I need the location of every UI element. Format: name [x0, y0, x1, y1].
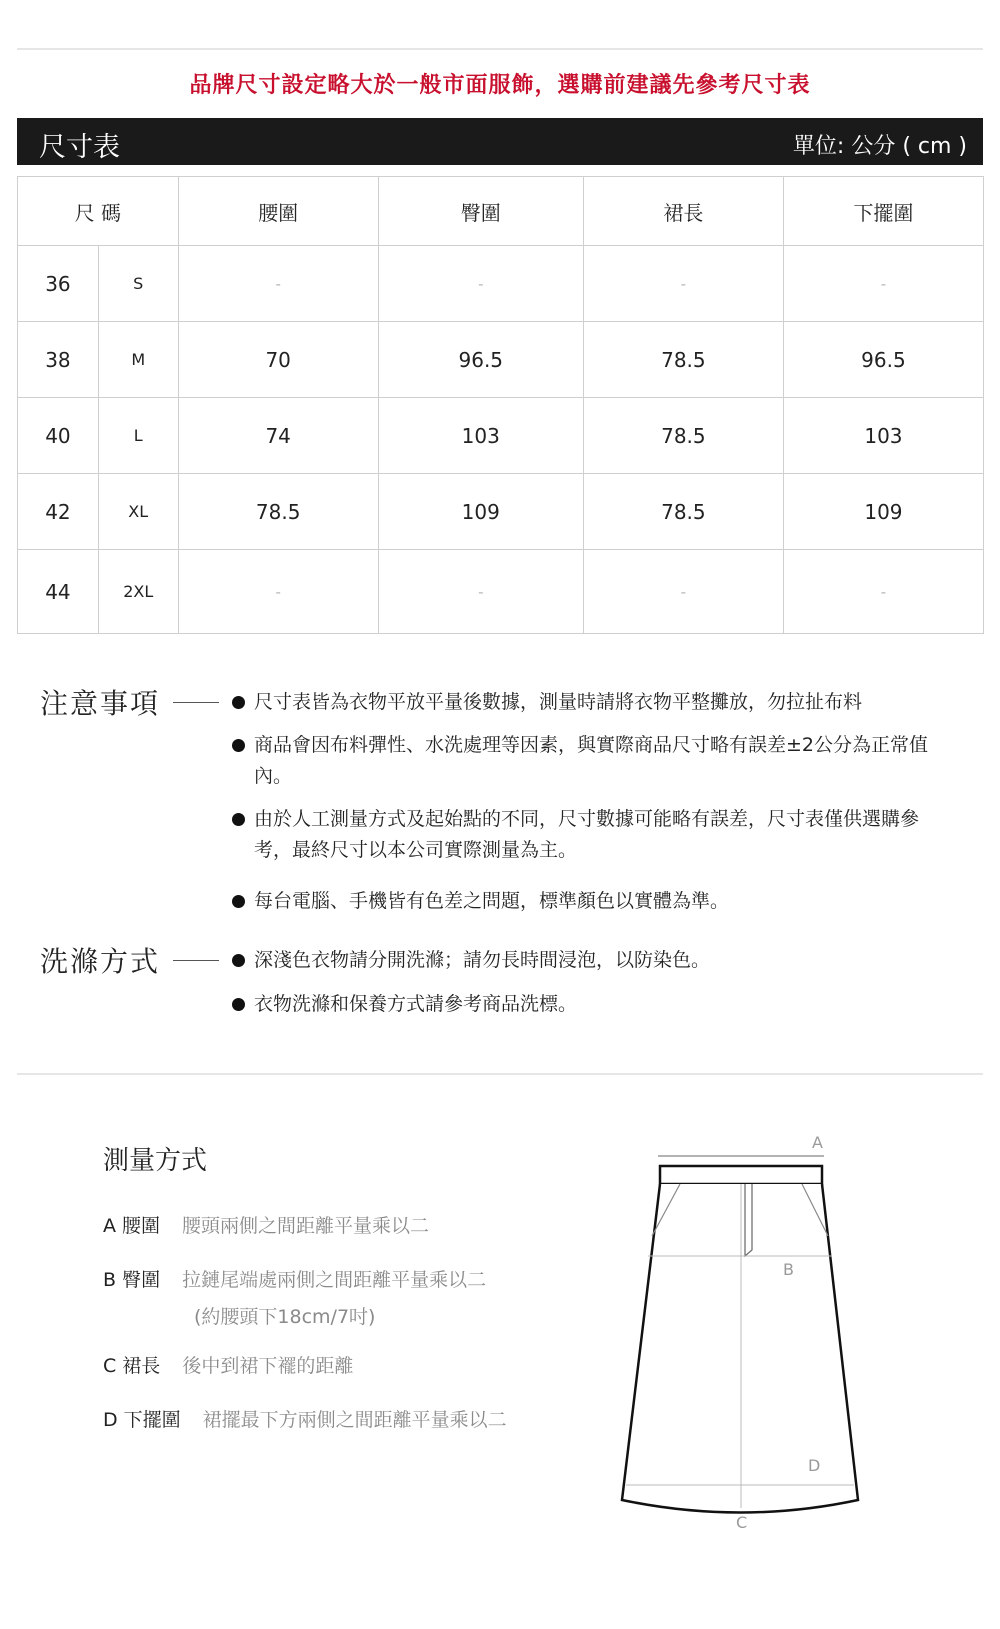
hip-value: -: [378, 550, 583, 634]
label-d: D: [808, 1456, 821, 1475]
measure-sub: (約腰頭下18cm/7吋): [194, 1306, 376, 1328]
washing-item: 深淺色衣物請分開洗滌；請勿長時間浸泡，以防染色。: [232, 945, 972, 976]
length-value: 78.5: [583, 474, 783, 550]
measure-label: C 裙長: [103, 1355, 161, 1377]
table-row: [18, 322, 984, 398]
washing-divider: [173, 960, 219, 961]
table-row: [18, 550, 984, 634]
top-divider: [17, 48, 983, 50]
skirt-diagram: [600, 1130, 880, 1550]
table-row: [18, 474, 984, 550]
label-c: C: [736, 1513, 748, 1532]
measure-label: D 下擺圍: [103, 1409, 181, 1431]
size-chart-header: [17, 118, 983, 165]
waist-value: 78.5: [178, 474, 378, 550]
hem-value: -: [783, 550, 983, 634]
notes-item: 尺寸表皆為衣物平放平量後數據，測量時請將衣物平整攤放，勿拉扯布料: [232, 687, 972, 718]
length-value: 78.5: [583, 322, 783, 398]
header-length: 裙長: [583, 177, 783, 246]
size-number: 44: [18, 550, 99, 634]
notes-item: 每台電腦、手機皆有色差之問題，標準顏色以實體為準。: [232, 886, 972, 917]
size-letter: XL: [98, 474, 178, 550]
size-letter: M: [98, 322, 178, 398]
waist-value: -: [178, 246, 378, 322]
notes-divider: [173, 702, 219, 703]
waist-value: -: [178, 550, 378, 634]
measure-label: A 腰圍: [103, 1215, 161, 1237]
hem-value: -: [783, 246, 983, 322]
hem-value: 103: [783, 398, 983, 474]
table-row: [18, 398, 984, 474]
size-letter: 2XL: [98, 550, 178, 634]
notes-item: 商品會因布料彈性、水洗處理等因素，與實際商品尺寸略有誤差±2公分為正常值內。: [232, 730, 954, 792]
hem-value: 109: [783, 474, 983, 550]
label-b: B: [783, 1260, 794, 1279]
measure-item-hip: [103, 1264, 486, 1297]
size-number: 36: [18, 246, 99, 322]
waist-value: 74: [178, 398, 378, 474]
measure-label: B 臀圍: [103, 1269, 161, 1291]
waist-value: 70: [178, 322, 378, 398]
hem-value: 96.5: [783, 322, 983, 398]
size-number: 38: [18, 322, 99, 398]
size-chart-unit: 單位: 公分 ( cm ): [792, 134, 967, 159]
notes-title: 注意事項: [40, 687, 161, 720]
length-value: 78.5: [583, 398, 783, 474]
hip-value: 109: [378, 474, 583, 550]
measure-desc: 後中到裙下襬的距離: [182, 1355, 354, 1377]
notes-item: 由於人工測量方式及起始點的不同，尺寸數據可能略有誤差，尺寸表僅供選購參考，最終尺寸以本公司實際測量為主。: [232, 804, 926, 866]
size-table: [17, 176, 984, 634]
measure-desc: 拉鏈尾端處兩側之間距離平量乘以二: [182, 1269, 487, 1291]
notes-list: [232, 687, 972, 917]
size-notice: 品牌尺寸設定略大於一般市面服飾，選購前建議先參考尺寸表: [189, 73, 811, 98]
table-row: [18, 246, 984, 322]
size-table-header-row: [18, 177, 984, 246]
size-chart-title: 尺寸表: [39, 132, 120, 163]
washing-title: 洗滌方式: [40, 945, 161, 978]
measure-desc: 裙擺最下方兩側之間距離平量乘以二: [202, 1409, 507, 1431]
label-a: A: [812, 1133, 823, 1152]
size-number: 40: [18, 398, 99, 474]
header-hip: 臀圍: [378, 177, 583, 246]
size-letter: S: [98, 246, 178, 322]
hip-value: -: [378, 246, 583, 322]
measure-item-waist: [103, 1210, 429, 1243]
waistband: [660, 1166, 822, 1184]
header-hem: 下擺圍: [783, 177, 983, 246]
hip-value: 103: [378, 398, 583, 474]
size-number: 42: [18, 474, 99, 550]
measure-item-length: [103, 1350, 353, 1383]
length-value: -: [583, 246, 783, 322]
measure-desc: 腰頭兩側之間距離平量乘以二: [182, 1215, 430, 1237]
length-value: -: [583, 550, 783, 634]
hip-value: 96.5: [378, 322, 583, 398]
measurement-title: 測量方式: [103, 1146, 208, 1176]
size-letter: L: [98, 398, 178, 474]
measure-item-hem: [103, 1404, 507, 1437]
washing-list: [232, 945, 972, 1020]
skirt-body: [622, 1184, 858, 1513]
washing-item: 衣物洗滌和保養方式請參考商品洗標。: [232, 989, 972, 1020]
header-size: 尺 碼: [18, 177, 179, 246]
header-waist: 腰圍: [178, 177, 378, 246]
section-divider: [17, 1073, 983, 1075]
